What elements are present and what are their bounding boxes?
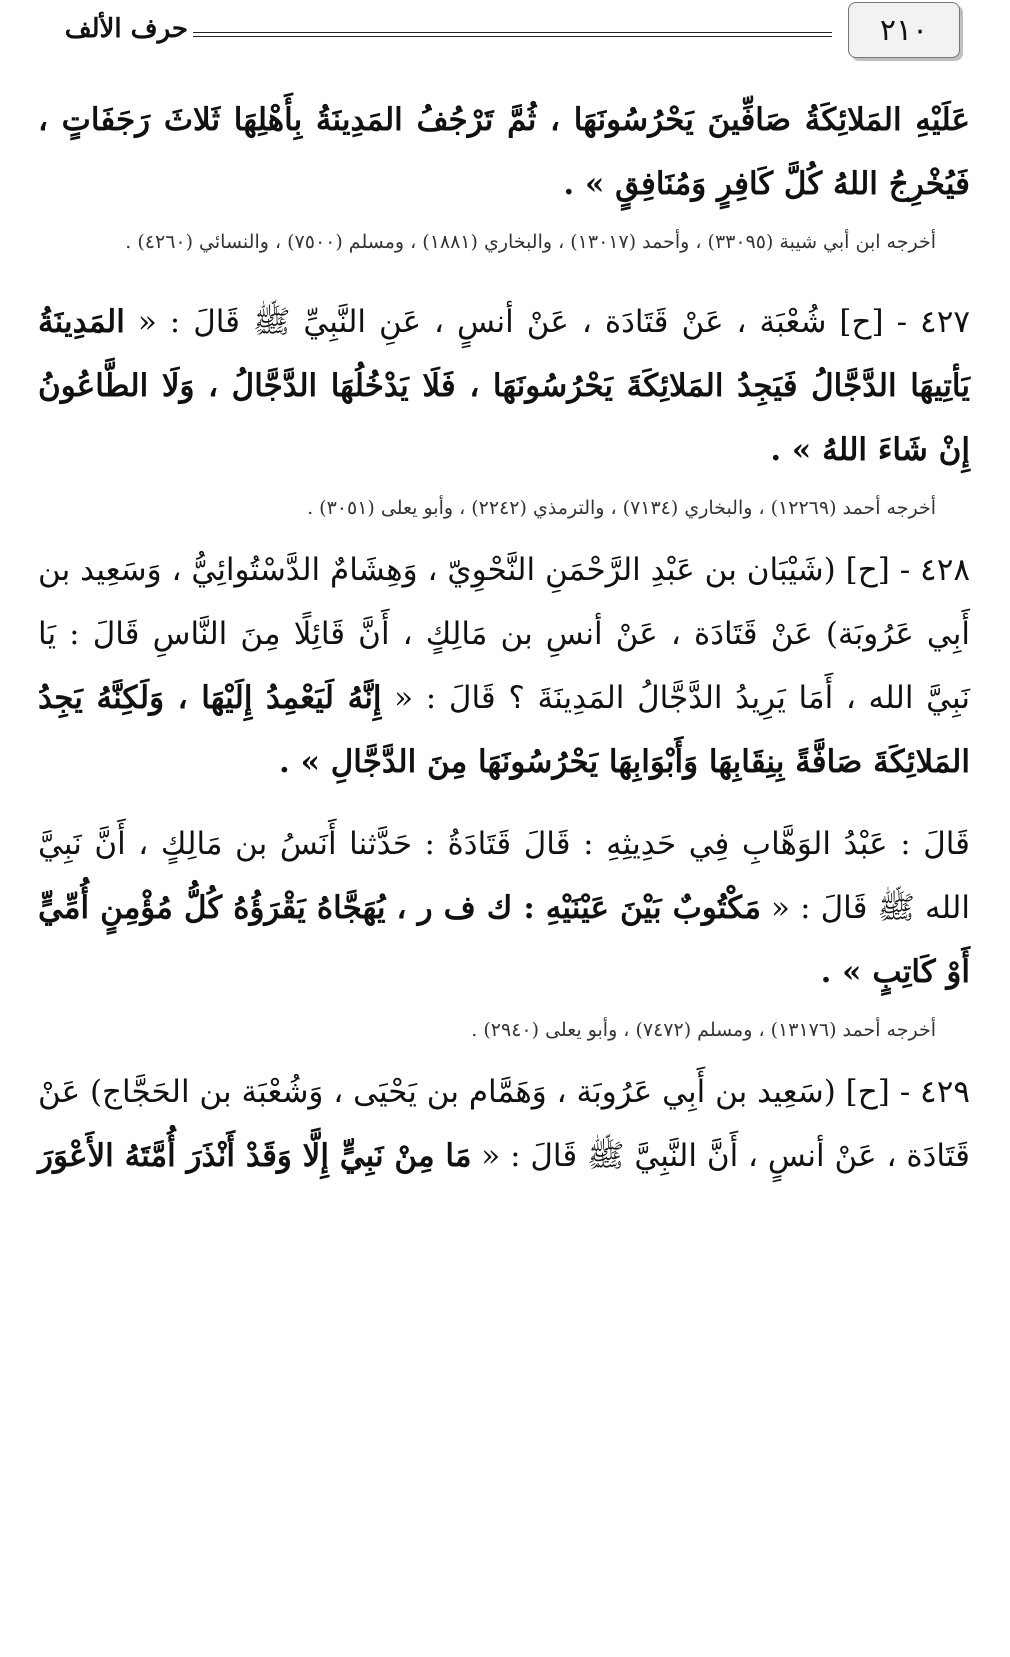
hadith-428: [38, 538, 970, 794]
hadith-429: [38, 1060, 970, 1188]
footnote: أخرجه ابن أبي شيبة (٣٣٠٩٥) ، وأحمد (١٣٠١٧) ، والبخاري (١٨٨١) ، ومسلم (٧٥٠٠) ، والنسائي (٤٢٦٠) .: [125, 231, 936, 253]
page-number: ٢١٠: [848, 2, 960, 58]
text-bold: مَكْتُوبٌ بَيْنَ عَيْنَيْهِ : ك ف ر ، يُهَجَّاهُ يَقْرَؤُهُ كُلُّ مُؤْمِنٍ أُمِّيٍّ أَوْ كَاتِبٍ » .: [38, 890, 970, 990]
text-block: [38, 812, 970, 1004]
footnote: أخرجه أحمد (١٣١٧٦) ، ومسلم (٧٤٧٢) ، وأبو يعلى (٢٩٤٠) .: [471, 1019, 936, 1041]
text-bold: عَلَيْهِ المَلائِكَةُ صَافِّينَ يَحْرُسُونَهَا ، ثُمَّ تَرْجُفُ المَدِينَةُ بِأَهْلِهَا ثَلاثَ رَجَفَاتٍ ، فَيُخْرِجُ اللهُ كُلَّ كَافِرٍ وَمُنَافِقٍ » .: [38, 102, 970, 202]
text-plain: ٤٢٩ - [ح] (سَعِيد بن أَبِي عَرُوبَة ، وَهَمَّام بن يَحْيَى ، وَشُعْبَة بن الحَجَّاج) عَنْ قَتَادَة ، عَنْ أنسٍ ، أَنَّ النَّبِيَّ ﷺ قَالَ : «: [38, 1074, 970, 1174]
text-bold: مَا مِنْ نَبِيٍّ إِلَّا وَقَدْ أَنْذَرَ أُمَّتَهُ الأَعْوَرَ: [38, 1138, 472, 1174]
text-block: [38, 88, 970, 216]
text-bold: المَدِينَةُ يَأتِيهَا الدَّجَّالُ فَيَجِدُ المَلائِكَةَ يَحْرُسُونَهَا ، فَلَا يَدْخُلُهَا الدَّجَّالُ ، وَلَا الطَّاعُونُ إِنْ شَاءَ اللهُ » .: [38, 304, 970, 468]
text-plain: ٤٢٨ - [ح] (شَيْبَان بن عَبْدِ الرَّحْمَنِ النَّحْوِيّ ، وَهِشَامٌ الدَّسْتُوائِيُّ ، وَسَعِيد بن أَبِي عَرُوبَة) عَنْ قَتَادَة ، عَنْ أنسِ بن مَالِكٍ ، أَنَّ قَائِلًا مِنَ النَّاسِ قَالَ : يَا نَبِيَّ الله ، أَمَا يَرِيدُ الدَّجَّالُ المَدِينَةَ ؟ قَالَ : «: [38, 552, 970, 716]
text-plain: ٤٢٧ - [ح] شُعْبَة ، عَنْ قَتَادَة ، عَنْ أنسٍ ، عَنِ النَّبِيِّ ﷺ قَالَ : «: [124, 304, 970, 340]
text-bold: إِنَّهُ لَيَعْمِدُ إِلَيْهَا ، وَلَكِنَّهُ يَجِدُ المَلائِكَةَ صَافَّةً بِنِقَابِهَا وَأَبْوَابِهَا يَحْرُسُونَهَا مِنَ الدَّجَّالِ » .: [38, 680, 970, 780]
running-title: حرف الألف: [64, 14, 188, 44]
footnote: أخرجه أحمد (١٢٢٦٩) ، والبخاري (٧١٣٤) ، والترمذي (٢٢٤٢) ، وأبو يعلى (٣٠٥١) .: [307, 497, 936, 519]
hadith-427: [38, 290, 970, 482]
page-header: [0, 0, 1010, 70]
header-rule: [193, 32, 832, 37]
text-plain: قَالَ : عَبْدُ الوَهَّابِ فِي حَدِيثِهِ : قَالَ قَتَادَةُ : حَدَّثنا أَنَسُ بن مَالِكٍ ، أَنَّ نَبِيَّ الله ﷺ قَالَ : «: [38, 826, 970, 926]
page-content: [38, 88, 970, 1188]
